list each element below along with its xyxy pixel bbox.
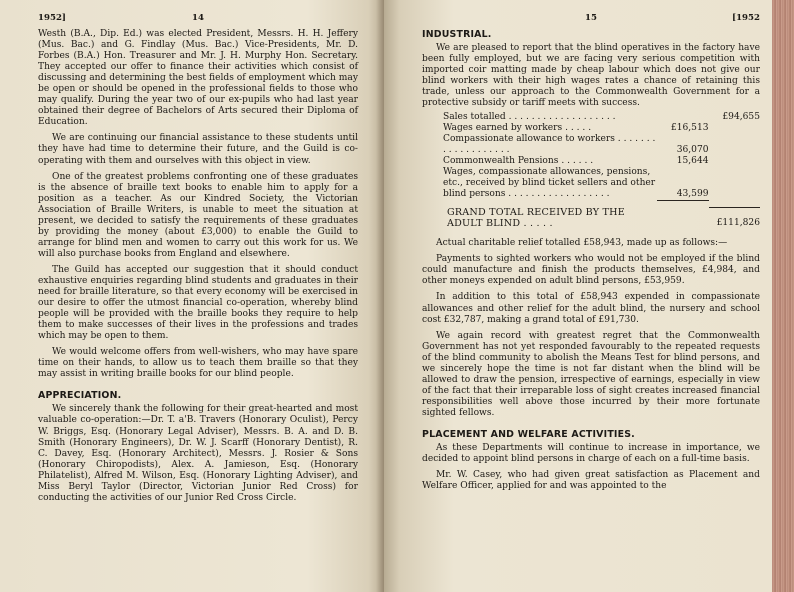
paragraph: We are continuing our financial assistance to these students until they have had time to determine their future, and the Guild is co-operating with them and ourselves with this object in view. <box>38 133 358 166</box>
table-row <box>443 134 760 156</box>
right-page-number: 15 <box>585 13 597 23</box>
paragraph: We would welcome offers from well-wishers, who may have spare time on their hands, to allow us to teach them braille so that they may assist in writing braille books for our blind people. <box>38 347 358 380</box>
sales-label: Sales totalled . . . . . . . . . . . . . . . . . . . <box>443 112 616 123</box>
grand-total-value: £111,826 <box>709 207 760 229</box>
row-amount: 15,644 <box>676 156 709 167</box>
row-amount: £16,513 <box>670 123 709 134</box>
paragraph: We again record with greatest regret that the Commonwealth Government has not yet responded favourably to the repeated requests of the blind community to abolish the Means Test for blind persons, and we sincerely hope the time is not far distant when the blind will be allowed to draw the pension, irrespective of earnings, especially in view of the fact that their irreparable loss of sight creates increased financial responsibilities well above those incurred by their more fortunate sighted fellows. <box>422 330 760 418</box>
paragraph: Actual charitable relief totalled £58,943, made up as follows:— <box>436 238 728 249</box>
right-running-head <box>422 13 760 23</box>
paragraph: As these Departments will continue to increase in importance, we decided to appoint blind persons in charge of each on a full-time basis. <box>422 442 760 465</box>
page-edge <box>772 0 794 592</box>
appreciation-heading: APPRECIATION. <box>38 390 122 402</box>
sales-total: £94,655 <box>722 112 760 123</box>
row-label: Compassionate allowance to workers . . . . . . . . . . . . . . . . . . . <box>443 134 656 156</box>
paragraph: Mr. W. Casey, who had given great satisfaction as Placement and Welfare Officer, applied for and was appointed to the <box>422 470 760 492</box>
left-page-number: 14 <box>192 13 204 23</box>
right-page <box>384 0 772 592</box>
paragraph: Payments to sighted workers who would not be employed if the blind could manufacture and finish the products themselves, £4,984, and other moneys expended on adult blind persons, £53,959. <box>422 254 760 287</box>
row-label: Wages, compassionate allowances, pensions, etc., received by blind ticket sellers and other blind persons . . . . . . . . . . . . . . . . . . <box>443 167 656 200</box>
row-label: Wages earned by workers . . . . . <box>443 123 592 134</box>
paragraph: The Guild has accepted our suggestion that it should conduct exhaustive enquiries regarding blind students and graduates in their need for braille literature, so that every economy will be exercised in our desire to offer the utmost financial co-operation, whereby blind people will be provided with the braille books they require to help them to make successes of their lives in the professions and trades which may be open to them. <box>38 264 358 342</box>
industrial-intro: We are pleased to report that the blind operatives in the factory have been fully employed, but we are facing very serious competition with imported coir matting made by cheap labour which does not give our blind workers with their high wages rates a chance of retaining this trade, unless our approach to the Commonwealth Government for a protective subsidy or tariff meets with success. <box>422 43 760 109</box>
left-page <box>0 0 384 592</box>
placement-heading: PLACEMENT AND WELFARE ACTIVITIES. <box>422 428 635 440</box>
row-label: Commonwealth Pensions . . . . . . <box>443 156 594 167</box>
left-running-head <box>38 13 358 23</box>
row-amount: 43,599 <box>657 167 708 200</box>
accounts-table <box>443 112 760 229</box>
table-row <box>443 112 760 123</box>
paragraph: In addition to this total of £58,943 expended in compassionate allowances and other relief for the adult blind, the nursery and school cost £32,787, making a grand total of £91,730. <box>422 292 760 325</box>
table-row <box>443 123 760 134</box>
paragraph: One of the greatest problems confronting one of these graduates is the absence of braille text books to enable him to apply for a position as a teacher. As our Kindred Society, the Victorian Association of Braille Writers, is unable to meet the situation at present, we decided to satisfy the requirements of these graduates by providing the money (about £3,000) to enable the Guild to arrange for blind men and women to carry out this work for us. We will also purchase books from England and elsewhere. <box>38 171 358 259</box>
row-amount: 36,070 <box>676 145 709 156</box>
industrial-heading: INDUSTRIAL. <box>422 29 492 40</box>
grand-total-label: GRAND TOTAL RECEIVED BY THE ADULT BLIND . . . . . <box>447 207 625 230</box>
table-row <box>443 207 760 229</box>
paragraph: Westh (B.A., Dip. Ed.) was elected President, Messrs. H. H. Jeffery (Mus. Bac.) and G. Findlay (Mus. Bac.) Vice-Presidents, Mr. D. Forbes (B.A.) Hon. Treasurer and Mr. J. H. Murphy Hon. Secretary. They accepted our offer to finance their activities which consist of discussing and determining the best fields of employment which may be open or should be opened in the professional fields to those who may qualify. During the year two of our ex-pupils who had last year obtained their degree of Bachelors of Arts secured their Diploma of Education. <box>38 29 358 128</box>
right-running-year: [1952 <box>732 13 760 23</box>
appreciation-text: We sincerely thank the following for their great-hearted and most valuable co-operation:—Dr. T. a'B. Travers (Honorary Oculist), Percy W. Briggs, Esq. (Honorary Legal Adviser), Messrs. B. A. and D. B. Smith (Honorary Engineers), Dr. W. J. Scarff (Honorary Dentist), R. C. Davey, Esq. (Honorary Architect), Messrs. J. Rosier & Sons (Honorary Chiropodists), Alex. A. Jamieson, Esq. (Honorary Philatelist), Alfred M. Wilson, Esq. (Honorary Lighting Adviser), and Miss Beryl Taylor (Director, Victorian Junior Red Cross) for conducting the activities of our Junior Red Cross Circle. <box>38 404 358 503</box>
left-running-year: 1952] <box>38 13 66 23</box>
table-row <box>443 156 760 167</box>
table-row <box>443 167 760 200</box>
